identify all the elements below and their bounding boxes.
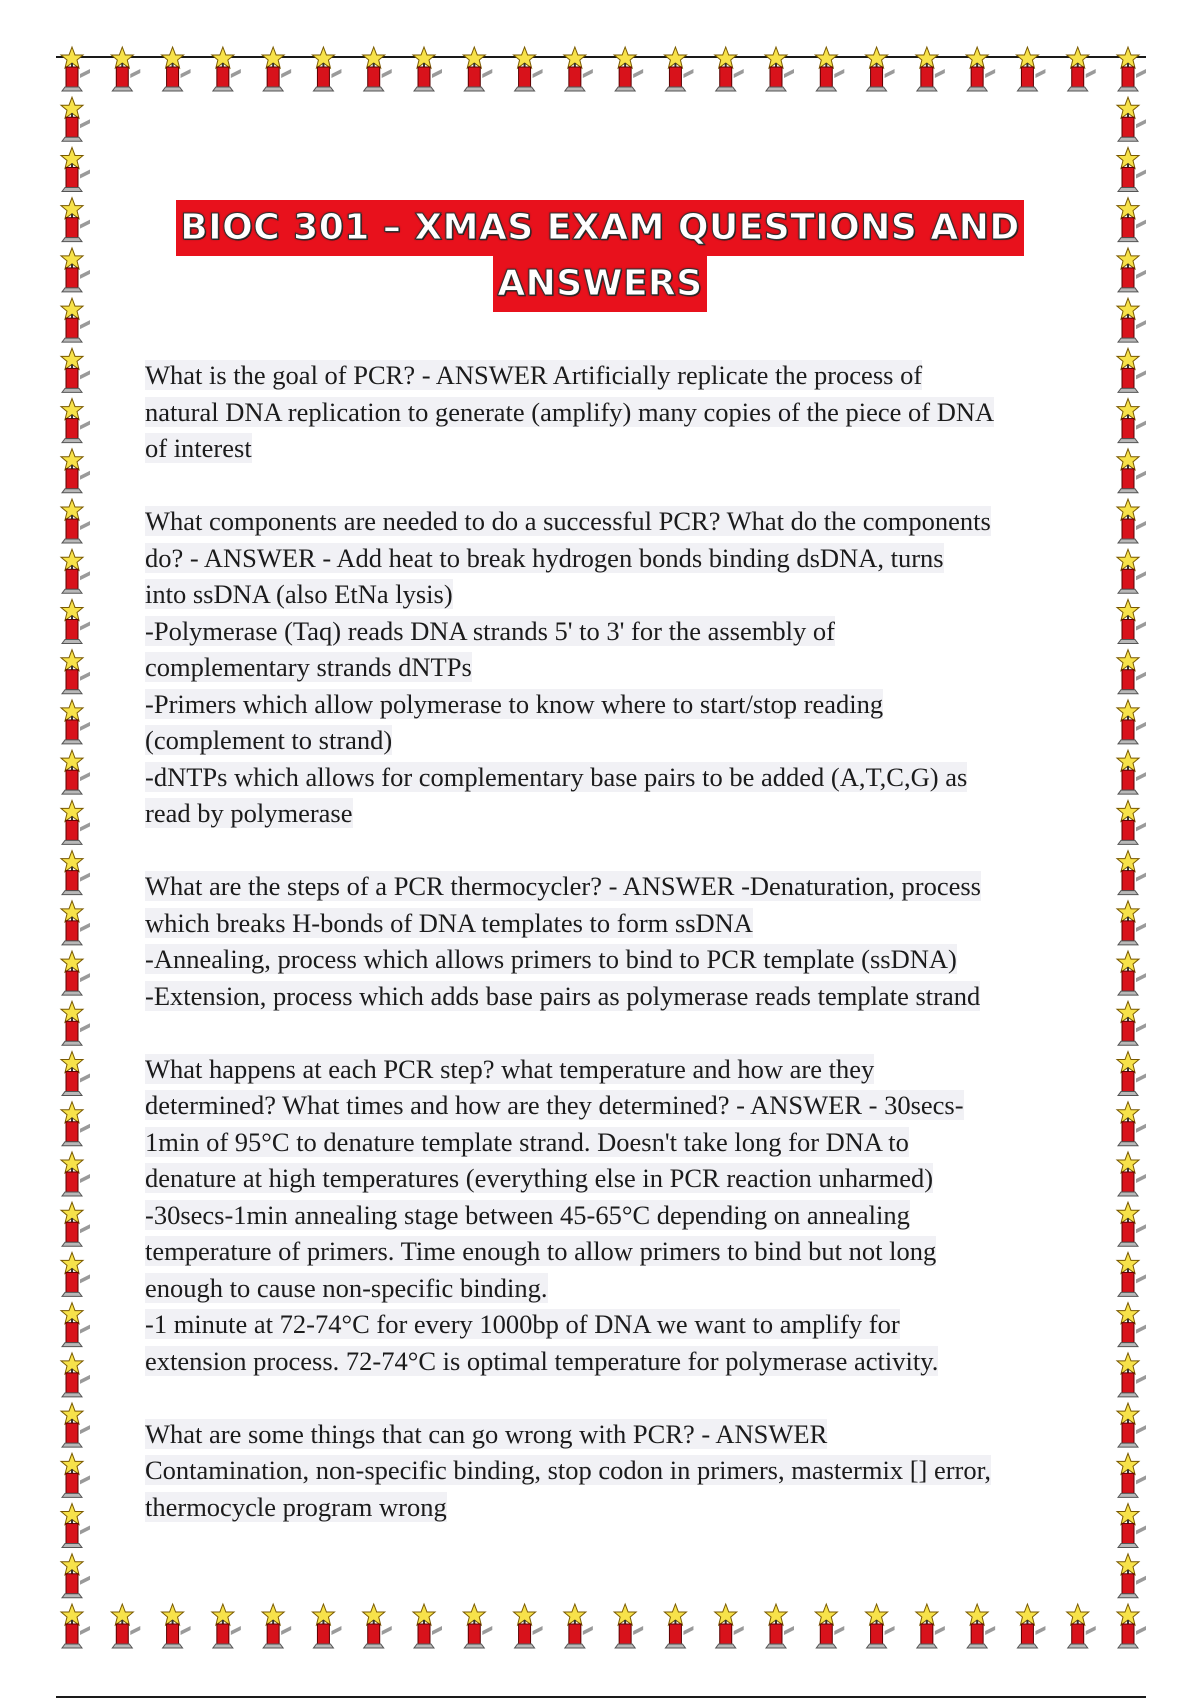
candle-icon bbox=[1117, 1403, 1146, 1447]
candle-icon bbox=[111, 1604, 140, 1648]
candle-icon bbox=[262, 47, 291, 91]
qa-line: denature at high temperatures (everything else in PCR reaction unharmed) bbox=[145, 1163, 934, 1193]
candle-icon bbox=[111, 47, 140, 91]
candle-icon bbox=[966, 47, 995, 91]
candle-icon bbox=[162, 47, 191, 91]
candle-icon bbox=[1117, 1001, 1146, 1045]
qa-line: Contamination, non-specific binding, stop codon in primers, mastermix [] error, bbox=[145, 1455, 992, 1485]
candle-icon bbox=[614, 1604, 643, 1648]
candle-icon bbox=[664, 1604, 693, 1648]
qa-line: What are some things that can go wrong with PCR? - ANSWER bbox=[145, 1418, 828, 1449]
qa-line: do? - ANSWER - Add heat to break hydrogen bonds binding dsDNA, turns bbox=[145, 542, 944, 573]
candle-icon bbox=[61, 851, 90, 895]
candle-icon bbox=[514, 1604, 543, 1648]
candle-icon bbox=[1117, 399, 1146, 443]
candle-icon bbox=[61, 399, 90, 443]
candle-icon bbox=[1067, 47, 1096, 91]
candle-icon bbox=[413, 1604, 442, 1648]
candle-icon bbox=[162, 1604, 191, 1648]
candle-icon bbox=[815, 1604, 844, 1648]
candle-icon bbox=[1117, 1554, 1146, 1598]
candle-icon bbox=[61, 1353, 90, 1397]
qa-line: complementary strands dNTPs bbox=[145, 652, 472, 682]
candle-icon bbox=[815, 47, 844, 91]
candle-icon bbox=[1117, 1453, 1146, 1497]
candle-icon bbox=[1016, 1604, 1045, 1648]
qa-line: extension process. 72-74°C is optimal temperature for polymerase activity. bbox=[145, 1345, 939, 1376]
candle-icon bbox=[61, 901, 90, 945]
candle-icon bbox=[61, 348, 90, 392]
candle-icon bbox=[363, 1604, 392, 1648]
candle-icon bbox=[312, 47, 341, 91]
candle-icon bbox=[514, 47, 543, 91]
candle-icon bbox=[463, 1604, 492, 1648]
candle-icon bbox=[61, 147, 90, 191]
qa-line: What happens at each PCR step? what temperature and how are they bbox=[145, 1053, 875, 1084]
candle-icon bbox=[1117, 1102, 1146, 1146]
candle-icon bbox=[61, 1001, 90, 1045]
candle-icon bbox=[61, 951, 90, 995]
candle-icon bbox=[715, 1604, 744, 1648]
candle-icon bbox=[262, 1604, 291, 1648]
candle-icon bbox=[564, 1604, 593, 1648]
qa-line: 1min of 95°C to denature template strand. Doesn't take long for DNA to bbox=[145, 1126, 909, 1157]
candle-icon bbox=[363, 47, 392, 91]
candle-icon bbox=[61, 1303, 90, 1347]
qa-line: thermocycle program wrong bbox=[145, 1491, 447, 1522]
candle-icon bbox=[1117, 1152, 1146, 1196]
candle-icon bbox=[61, 449, 90, 493]
candle-icon bbox=[1117, 1252, 1146, 1296]
candle-icon bbox=[61, 1554, 90, 1598]
candle-icon bbox=[61, 750, 90, 794]
qa-line: What is the goal of PCR? - ANSWER Artificially replicate the process of bbox=[145, 360, 923, 390]
candle-icon bbox=[61, 1604, 90, 1648]
qa-item bbox=[145, 503, 1065, 832]
qa-line: natural DNA replication to generate (amplify) many copies of the piece of DNA bbox=[145, 396, 995, 427]
candle-icon bbox=[1117, 1604, 1146, 1648]
candle-icon bbox=[61, 650, 90, 694]
candle-icon bbox=[61, 1504, 90, 1548]
candle-icon bbox=[61, 599, 90, 643]
candle-icon bbox=[614, 47, 643, 91]
candle-icon bbox=[1117, 800, 1146, 844]
qa-item bbox=[145, 1051, 1065, 1380]
candle-icon bbox=[1117, 851, 1146, 895]
qa-line: which breaks H-bonds of DNA templates to form ssDNA bbox=[145, 907, 753, 938]
candle-icon bbox=[61, 1052, 90, 1096]
candle-icon bbox=[61, 1453, 90, 1497]
candle-icon bbox=[664, 47, 693, 91]
qa-line: read by polymerase bbox=[145, 798, 353, 828]
candle-icon bbox=[1117, 599, 1146, 643]
candle-icon bbox=[1117, 449, 1146, 493]
qa-line: determined? What times and how are they determined? - ANSWER - 30secs- bbox=[145, 1090, 964, 1120]
candle-icon bbox=[916, 47, 945, 91]
qa-line: enough to cause non-specific binding. bbox=[145, 1272, 548, 1303]
qa-item bbox=[145, 1416, 1065, 1526]
candle-icon bbox=[61, 800, 90, 844]
candle-icon bbox=[966, 1604, 995, 1648]
candle-icon bbox=[61, 97, 90, 141]
candle-icon bbox=[61, 1403, 90, 1447]
candle-icon bbox=[1117, 47, 1146, 91]
qa-line: -Primers which allow polymerase to know where to start/stop reading bbox=[145, 688, 884, 719]
candle-icon bbox=[1117, 1303, 1146, 1347]
candle-icon bbox=[61, 1202, 90, 1246]
qa-line: of interest bbox=[145, 433, 252, 463]
candle-icon bbox=[1117, 147, 1146, 191]
candle-icon bbox=[61, 1102, 90, 1146]
candle-icon bbox=[765, 47, 794, 91]
candle-icon bbox=[1117, 1202, 1146, 1246]
candle-icon bbox=[715, 47, 744, 91]
qa-line: -Extension, process which adds base pairs as polymerase reads template strand bbox=[145, 980, 981, 1011]
title-line: ANSWERS bbox=[493, 256, 706, 312]
candle-icon bbox=[61, 47, 90, 91]
qa-line: -Annealing, process which allows primers to bind to PCR template (ssDNA) bbox=[145, 944, 957, 974]
candle-icon bbox=[1117, 951, 1146, 995]
candle-icon bbox=[1117, 97, 1146, 141]
qa-line: What components are needed to do a successful PCR? What do the components bbox=[145, 506, 991, 536]
candle-icon bbox=[212, 1604, 241, 1648]
candle-icon bbox=[916, 1604, 945, 1648]
candle-icon bbox=[61, 700, 90, 744]
candle-icon bbox=[866, 47, 895, 91]
document-title bbox=[0, 200, 1200, 312]
candle-icon bbox=[463, 47, 492, 91]
candle-icon bbox=[1016, 47, 1045, 91]
qa-item bbox=[145, 357, 1065, 467]
candle-icon bbox=[1117, 901, 1146, 945]
candle-icon bbox=[1117, 348, 1146, 392]
qa-line: -dNTPs which allows for complementary base pairs to be added (A,T,C,G) as bbox=[145, 761, 968, 792]
qa-list bbox=[145, 357, 1065, 1562]
candle-icon bbox=[1117, 499, 1146, 543]
candle-icon bbox=[312, 1604, 341, 1648]
qa-item bbox=[145, 868, 1065, 1014]
qa-line: -Polymerase (Taq) reads DNA strands 5' to 3' for the assembly of bbox=[145, 615, 835, 646]
candle-icon bbox=[1117, 650, 1146, 694]
qa-line: -30secs-1min annealing stage between 45-65°C depending on annealing bbox=[145, 1199, 910, 1230]
qa-line: -1 minute at 72-74°C for every 1000bp of DNA we want to amplify for bbox=[145, 1309, 900, 1339]
candle-icon bbox=[1067, 1604, 1096, 1648]
candle-icon bbox=[866, 1604, 895, 1648]
candle-icon bbox=[564, 47, 593, 91]
title-line: BIOC 301 – XMAS EXAM QUESTIONS AND bbox=[176, 200, 1023, 256]
border-bottom-line bbox=[56, 1696, 1146, 1698]
candle-icon bbox=[1117, 750, 1146, 794]
candle-icon bbox=[1117, 549, 1146, 593]
candle-icon bbox=[1117, 1353, 1146, 1397]
candle-icon bbox=[61, 1252, 90, 1296]
candle-icon bbox=[212, 47, 241, 91]
candle-icon bbox=[765, 1604, 794, 1648]
qa-line: (complement to strand) bbox=[145, 725, 393, 755]
qa-line: into ssDNA (also EtNa lysis) bbox=[145, 579, 453, 609]
qa-line: What are the steps of a PCR thermocycler? - ANSWER -Denaturation, process bbox=[145, 871, 981, 901]
candle-icon bbox=[61, 499, 90, 543]
candle-icon bbox=[61, 549, 90, 593]
candle-icon bbox=[413, 47, 442, 91]
candle-icon bbox=[1117, 1052, 1146, 1096]
candle-icon bbox=[1117, 700, 1146, 744]
candle-icon bbox=[61, 1152, 90, 1196]
candle-icon bbox=[1117, 1504, 1146, 1548]
qa-line: temperature of primers. Time enough to allow primers to bind but not long bbox=[145, 1236, 937, 1266]
